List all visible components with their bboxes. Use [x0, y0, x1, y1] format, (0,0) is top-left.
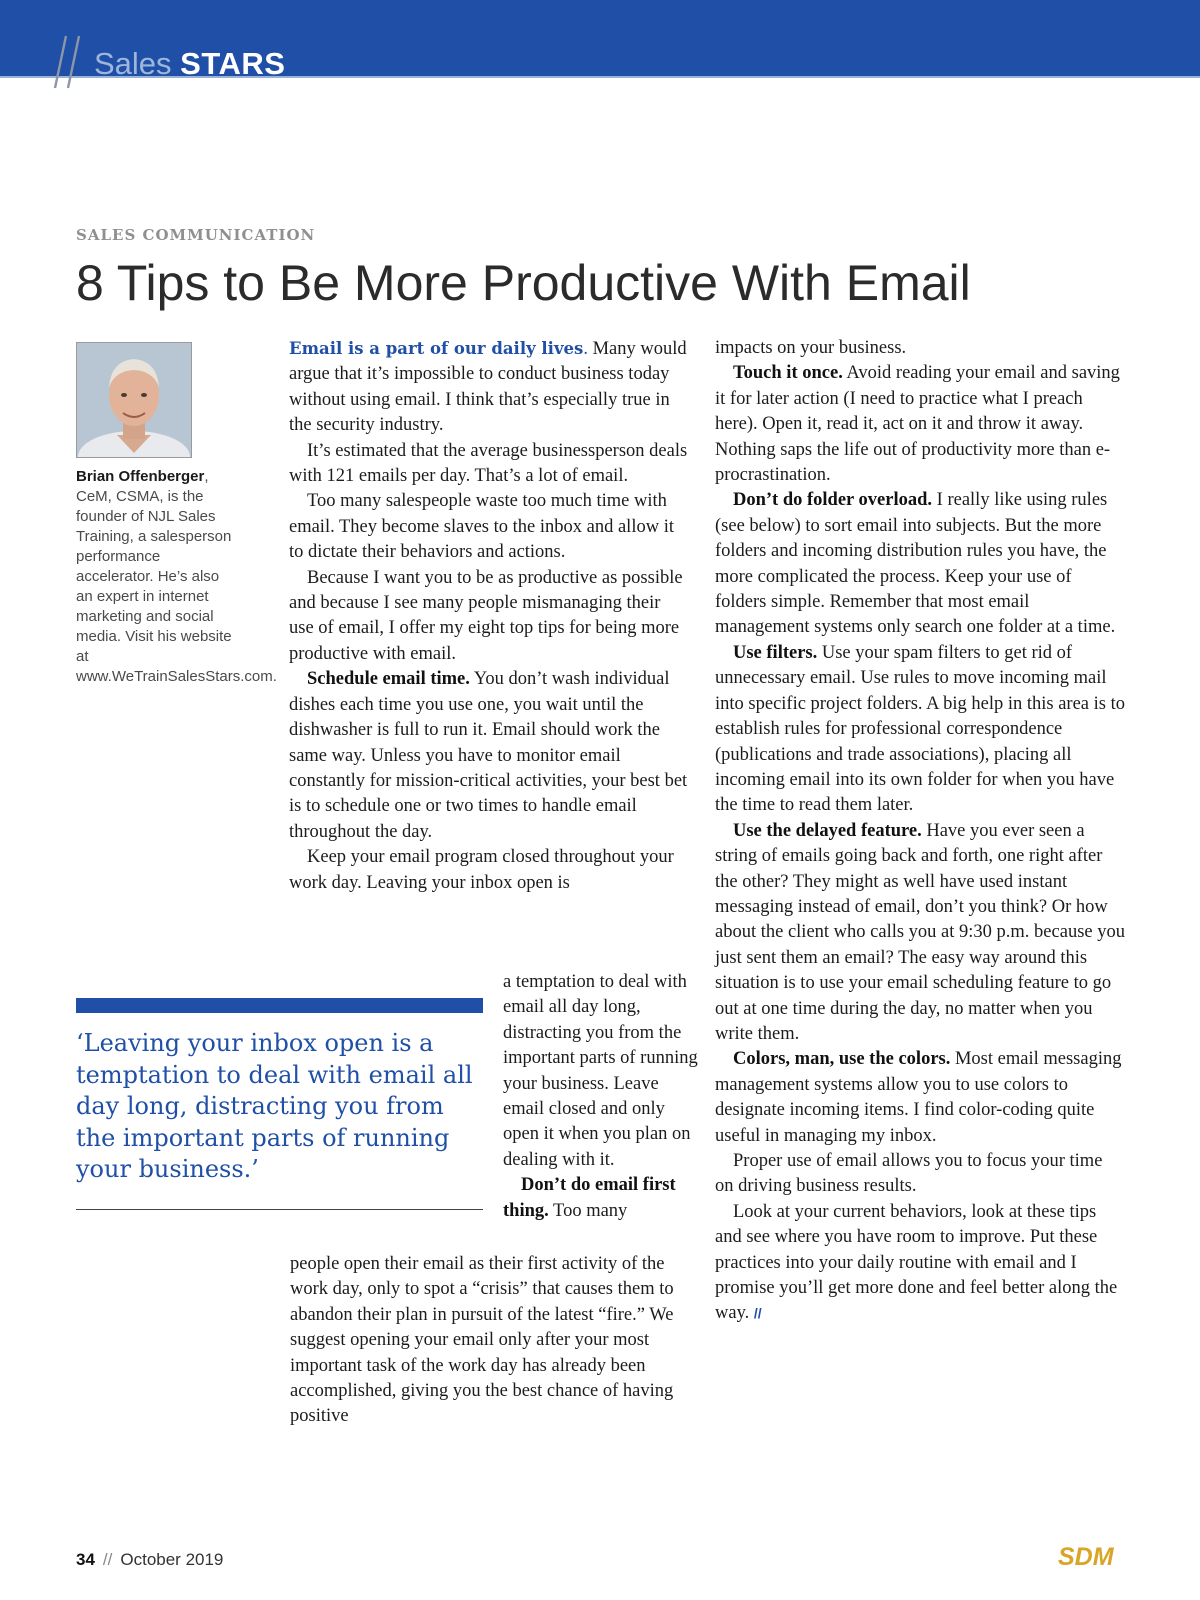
article-column-2 — [715, 336, 1125, 1327]
author-name: Brian Offenberger — [76, 468, 205, 485]
tip-heading: Use the delayed feature. — [733, 820, 922, 841]
sdm-logo — [1056, 1541, 1126, 1571]
paragraph: Look at your current behaviors, look at these tips and see where you have room to improve. Put these practices into your daily routine with email and I promise you’ll get more done and feel better along the way. // — [715, 1201, 1118, 1324]
tip-heading: Use filters. — [733, 642, 818, 663]
tip-paragraph: Schedule email time. You don’t wash individual dishes each time you use one, you wait until the dishwasher is full to run it. Email should work the same way. Unless you have to monitor email constantly for mission-critical activities, your best bet is to schedule one or two times to handle email throughout the day. — [289, 669, 688, 842]
issue-date: October 2019 — [120, 1550, 224, 1569]
tip-paragraph: Don’t do folder overload. I really like using rules (see below) to sort email into subjects. But the more folders and incoming distribution rules you have, the more complicated the process. Keep your use of folders simple. Remember that most email management systems only search one folder at a time. — [715, 490, 1116, 638]
paragraph: impacts on your business. — [715, 338, 907, 358]
tip-heading: Colors, man, use the colors. — [733, 1049, 951, 1070]
paragraph: people open their email as their first activity of the work day, only to spot a “crisis” that causes them to abandon their plan in pursuit of the latest “fire.” We suggest opening your email only after your most important task of the work day has already been accomplished, giving you the best chance of having positive — [290, 1254, 674, 1427]
footer-separator: // — [102, 1550, 113, 1569]
paragraph: It’s estimated that the average businessperson deals with 121 emails per day. That’s a lot of email. — [289, 440, 688, 487]
pull-quote-bar — [76, 998, 483, 1013]
tip-heading: Don’t do email first thing. — [503, 1175, 676, 1221]
double-slash-icon — [52, 34, 86, 90]
article-kicker: SALES COMMUNICATION — [76, 226, 316, 244]
tip-paragraph: Colors, man, use the colors. Most email messaging management systems allow you to use colors to designate incoming items. I find color-coding quite useful in managing my inbox. — [715, 1049, 1122, 1146]
paragraph: a temptation to deal with email all day long, distracting you from the important parts of running your business. Leave email closed and only open it when you plan on dealing with it. — [503, 972, 698, 1170]
author-bio-text: CeM, CSMA, is the founder of NJL Sales Training, a salesperson performance accelerator. He’s also an expert in internet marketing and social media. Visit his website at www.WeTrainSalesStars.com. — [76, 488, 277, 685]
tip-paragraph: Use the delayed feature. Have you ever seen a string of emails going back and forth, one right after the other? They might as well have used instant messaging instead of email, don’t you think? Or how about the client who calls you at 9:30 p.m. because you just sent them an email? The easy way around this situation is to use your email scheduling feature to go out at one time during the day, no matter when you write them. — [715, 820, 1125, 1044]
tip-paragraph: Don’t do email first thing. Too many — [503, 1175, 676, 1221]
svg-text:SDM: SDM — [1058, 1543, 1114, 1571]
end-mark: // — [753, 1305, 762, 1322]
page-footer — [76, 1550, 223, 1570]
paragraph: Too many salespeople waste too much time with email. They become slaves to the inbox and allow it to dictate their behaviors and actions. — [289, 491, 674, 563]
paragraph: Because I want you to be as productive as possible and because I see many people mismanaging their use of email, I offer my eight top tips for being more productive with email. — [289, 567, 683, 664]
tip-heading: Touch it once. — [733, 363, 843, 384]
pull-quote-rule — [76, 1209, 483, 1210]
article-column-1-narrow — [503, 970, 699, 1224]
author-bio: Brian Offenberger, CeM, CSMA, is the founder of NJL Sales Training, a salesperson performance accelerator. He’s also an expert in internet marketing and social media. Visit his website at www.WeTrainSalesStars.com. — [76, 468, 277, 685]
tip-paragraph: Use filters. Use your spam filters to get rid of unnecessary email. Use rules to move incoming mail into specific project folders. A big help in this area is to establish rules for professional correspondence (publications and trade associations), placing all incoming email into its own folder for when you have the time to read them later. — [715, 642, 1125, 816]
paragraph: Proper use of email allows you to focus your time on driving business results. — [715, 1151, 1103, 1197]
article-title: 8 Tips to Be More Productive With Email — [76, 255, 971, 311]
article-column-1-continued — [290, 1252, 690, 1430]
tip-heading: Schedule email time. — [307, 669, 470, 690]
section-name: Sales STARS — [94, 46, 286, 81]
author-photo — [76, 342, 192, 458]
paragraph: Email is a part of our daily lives. Many would argue that it’s impossible to conduct business today without using email. I think that’s especially true in the security industry. — [289, 339, 687, 436]
tip-heading: Don’t do folder overload. — [733, 490, 933, 511]
page-number: 34 — [76, 1550, 95, 1569]
pull-quote: ‘Leaving your inbox open is a temptation to deal with email all day long, distracting you from the important parts of running your business.’ — [76, 1029, 473, 1183]
paragraph: Keep your email program closed throughout your work day. Leaving your inbox open is — [289, 847, 674, 893]
lead-in: Email is a part of our daily lives — [289, 339, 584, 358]
tip-paragraph: Touch it once. Avoid reading your email and saving it for later action (I need to practice what I preach here). Open it, read it, act on it and throw it away. Nothing saps the life out of productivity more than e-procrastination. — [715, 363, 1120, 486]
article-column-1 — [289, 336, 689, 896]
